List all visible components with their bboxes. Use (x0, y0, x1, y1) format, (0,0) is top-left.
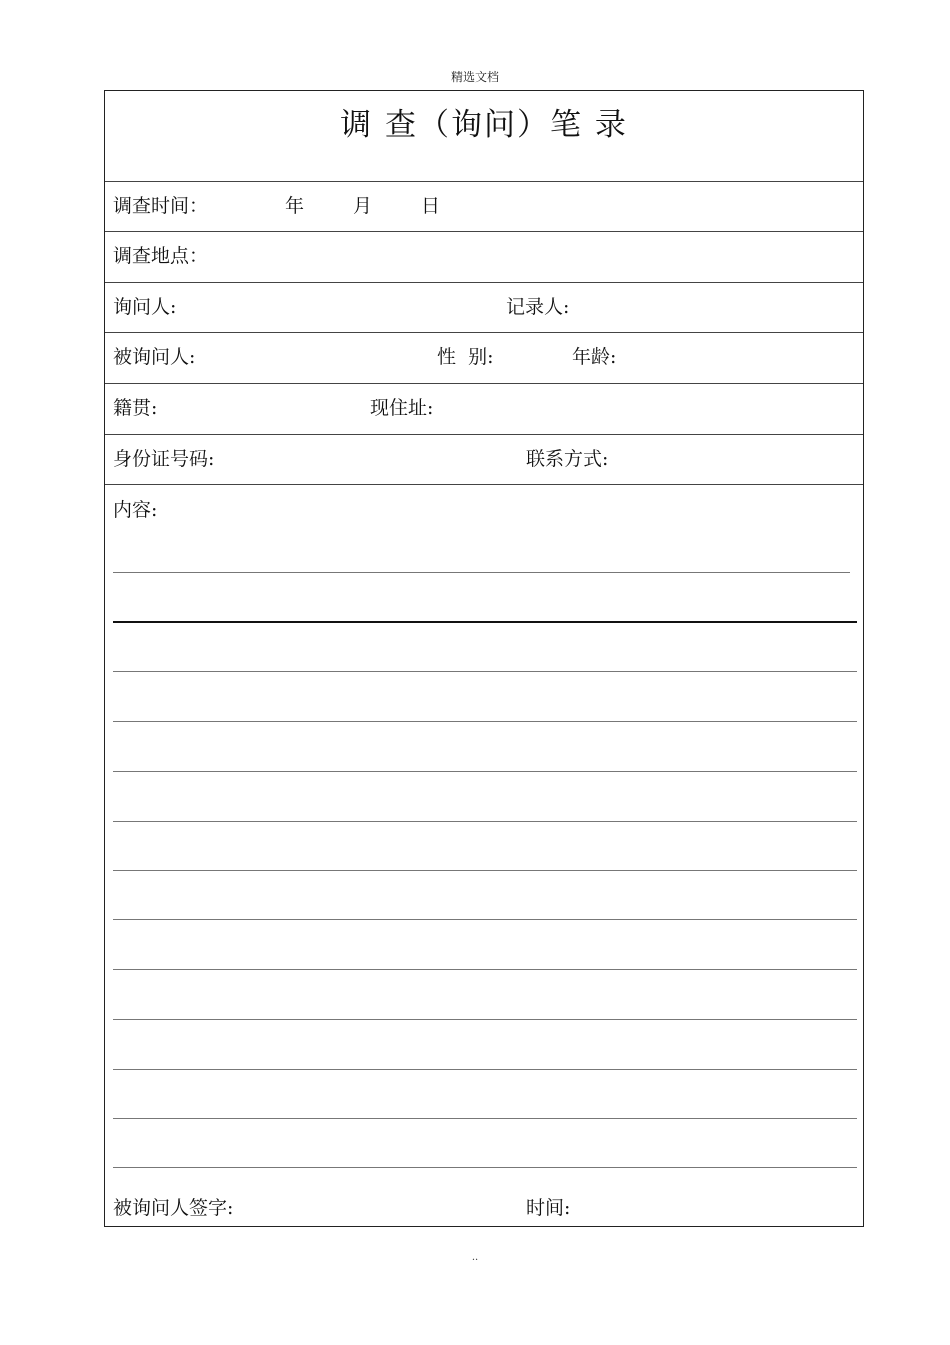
content-area (105, 485, 863, 1228)
content-line (113, 1118, 857, 1119)
day-label: 日 (421, 195, 441, 217)
recorder-label: 记录人: (506, 296, 570, 318)
page-mark: .. (471, 1252, 479, 1263)
content-line (113, 671, 857, 672)
survey-place-label: 调查地点： (113, 245, 209, 267)
gender-label: 性 别: (437, 346, 494, 368)
header-note: 精选文档 (450, 70, 499, 84)
inquiry-record-form (104, 90, 864, 1227)
content-line (113, 721, 857, 722)
content-line (113, 870, 857, 871)
month-label: 月 (353, 195, 373, 217)
id-number-row (105, 435, 863, 485)
native-place-label: 籍贯: (113, 397, 158, 419)
inquirer-row (105, 283, 863, 333)
native-place-row (105, 384, 863, 435)
form-title: 调 查（询问）笔 录 (340, 107, 628, 143)
year-label: 年 (285, 195, 305, 217)
sign-time-label: 时间: (526, 1197, 571, 1219)
survey-place-row (105, 232, 863, 283)
id-number-label: 身份证号码: (113, 448, 215, 470)
survey-time-label: 调查时间： (113, 195, 209, 217)
age-label: 年龄: (572, 346, 617, 368)
title-row (105, 91, 863, 182)
content-line (113, 969, 857, 970)
content-line (113, 572, 850, 573)
interviewee-label: 被询问人: (113, 346, 196, 368)
content-line (113, 1069, 857, 1070)
current-address-label: 现住址: (370, 397, 434, 419)
content-line (113, 1019, 857, 1020)
content-line (113, 821, 857, 822)
content-line (113, 771, 857, 772)
survey-time-row (105, 182, 863, 232)
content-line (113, 1167, 857, 1168)
signature-label: 被询问人签字: (113, 1197, 234, 1219)
contact-label: 联系方式: (526, 448, 609, 470)
interviewee-row (105, 333, 863, 384)
content-line (113, 621, 857, 623)
content-line (113, 919, 857, 920)
content-label: 内容: (113, 499, 158, 521)
inquirer-label: 询问人: (113, 296, 177, 318)
